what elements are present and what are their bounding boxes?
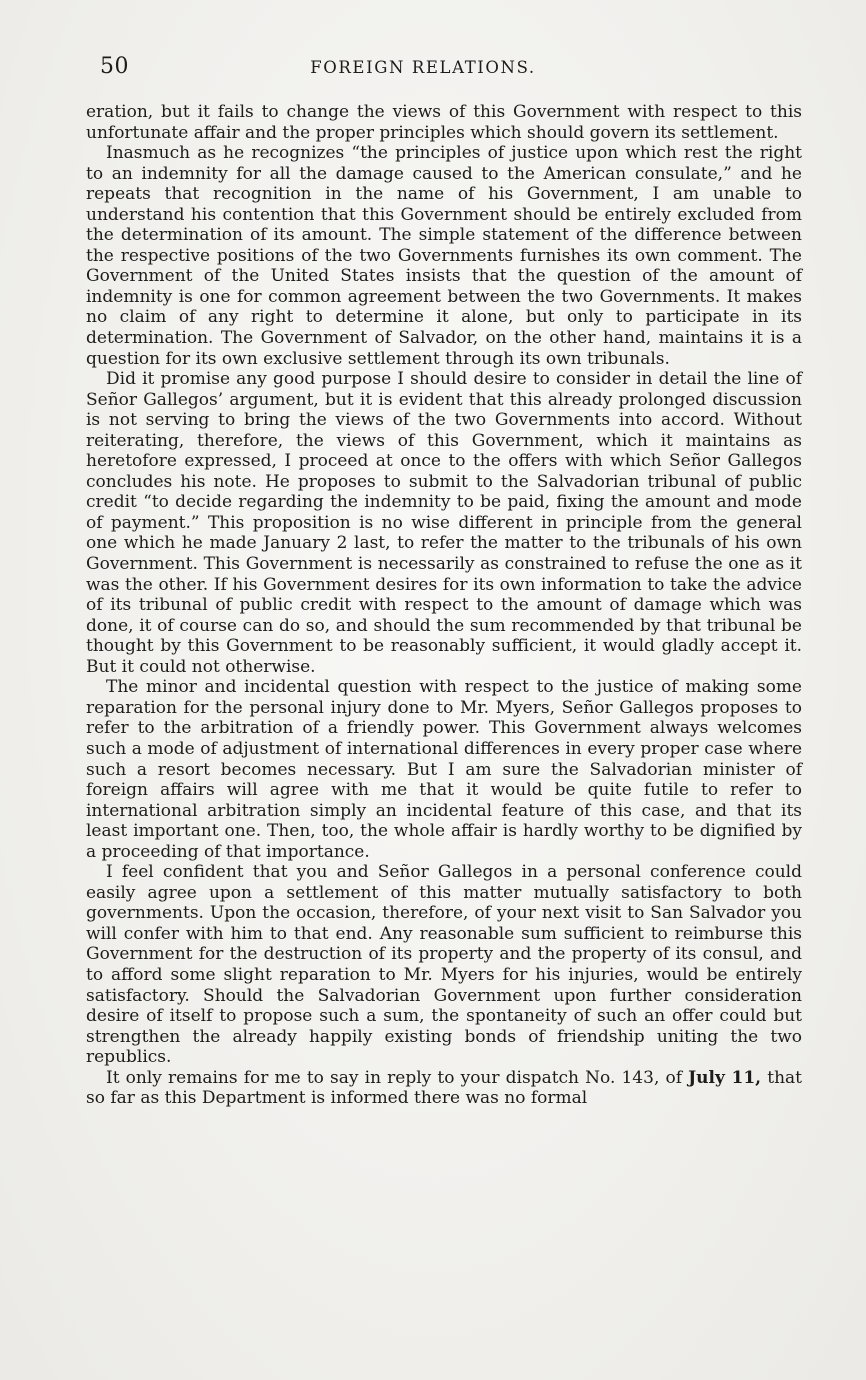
closing-bold-date: July 11,	[688, 1067, 762, 1088]
page-number: 50	[100, 54, 129, 79]
paragraph: Inasmuch as he recognizes “the principles of justice upon which rest the right to an indemnity for all the damage caused to the American consulate,” and he repeats that recognition in the name of his Government, I am unable to understand his contention that this Government should be entirely excluded from the determination of its amount. The simple statement of the difference between the respective positions of the two Governments furnishes its own comment. The Government of the United States insists that the question of the amount of indemnity is one for common agreement between the two Governments. It makes no claim of any right to determine it alone, but only to participate in its determination. The Government of Salvador, on the other hand, maintains it is a question for its own exclusive settlement through its own tribunals.	[86, 143, 802, 369]
paragraph: Did it promise any good purpose I should desire to consider in detail the line of Señor Gallegos’ argument, but it is evident that this already prolonged discussion is not serving to bring the views of the two Governments into accord. Without reiterating, therefore, the views of this Government, which it maintains as heretofore expressed, I proceed at once to the offers with which Señor Gallegos concludes his note. He proposes to submit to the Salvadorian tribunal of public credit “to decide regarding the indemnity to be paid, fixing the amount and mode of payment.” This proposition is no wise different in principle from the general one which he made January 2 last, to refer the matter to the tribunals of his own Government. This Government is necessarily as constrained to refuse the one as it was the other. If his Government desires for its own information to take the advice of its tribunal of public credit with respect to the amount of damage which was done, it of course can do so, and should the sum recommended by that tribunal be thought by this Government to be reasonably sufficient, it would gladly accept it. But it could not otherwise.	[86, 369, 802, 677]
closing-text-start: It only remains for me to say in reply to your dispatch No. 143, of	[106, 1067, 689, 1088]
document-body	[86, 102, 802, 1109]
closing-text-end: that so far as this Department is informed there was no formal	[86, 1067, 802, 1109]
running-header	[86, 54, 800, 84]
paragraph: The minor and incidental question with respect to the justice of making some reparation for the personal injury done to Mr. Myers, Señor Gallegos proposes to refer to the arbitration of a friendly power. This Government always welcomes such a mode of adjustment of international differences in every proper case where such a resort becomes necessary. But I am sure the Salvadorian minister of foreign affairs will agree with me that it would be quite futile to refer to international arbitration simply an incidental feature of this case, and that its least important one. Then, too, the whole affair is hardly worthy to be dignified by a proceeding of that importance.	[86, 677, 802, 862]
paragraph-continuation: eration, but it fails to change the views of this Government with respect to this unfortunate affair and the proper principles which should govern its settlement.	[86, 102, 802, 143]
paragraph: I feel confident that you and Señor Gallegos in a personal conference could easily agree upon a settlement of this matter mutually satisfactory to both governments. Upon the occasion, therefore, of your next visit to San Salvador you will confer with him to that end. Any reasonable sum sufficient to reimburse this Government for the destruction of its property and the property of its consul, and to afford some slight reparation to Mr. Myers for his injuries, would be entirely satisfactory. Should the Salvadorian Government upon further consideration desire of itself to propose such a sum, the spontaneity of such an offer could but strengthen the already happily existing bonds of friendship uniting the two republics.	[86, 862, 802, 1068]
running-header-title: FOREIGN RELATIONS.	[310, 58, 536, 77]
paragraph-closing	[86, 1068, 802, 1109]
